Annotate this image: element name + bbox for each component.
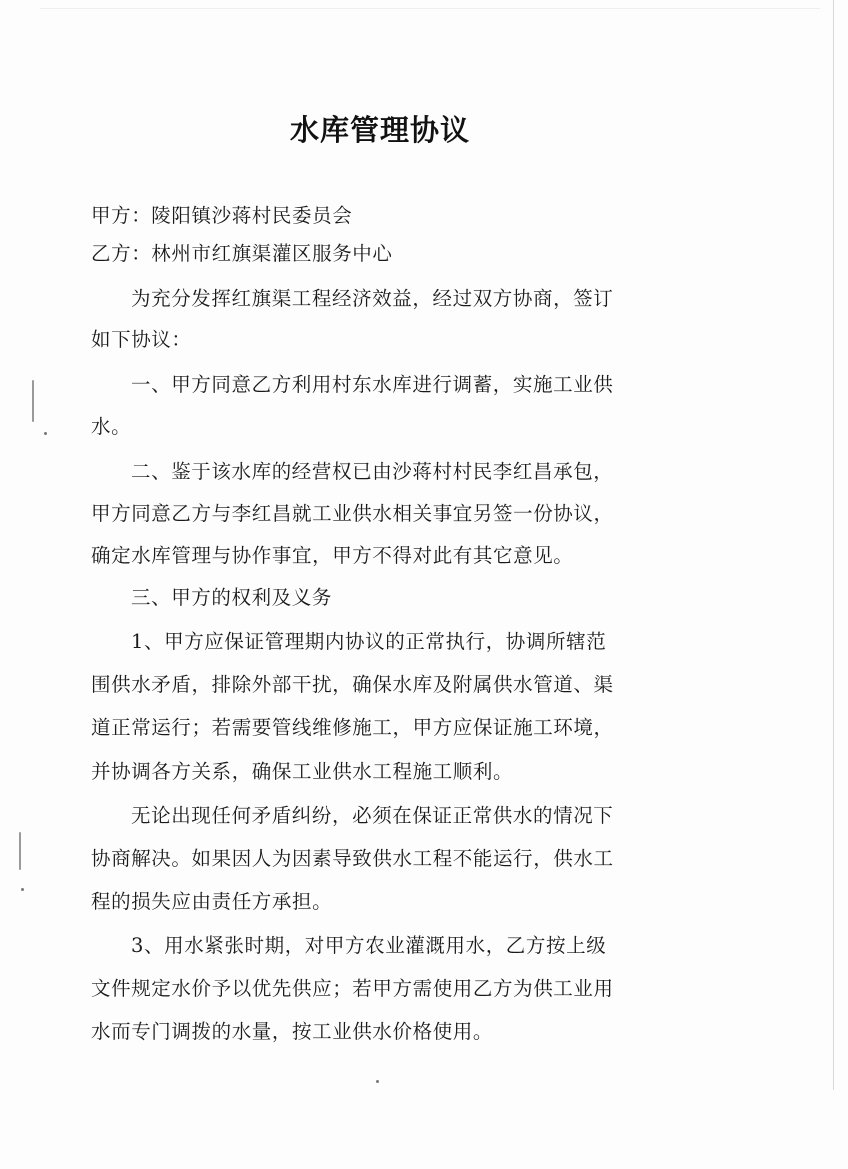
binder-mark-lower [19, 832, 21, 870]
document-title: 水库管理协议 [289, 113, 470, 147]
preamble-line-1: 为充分发挥红旗渠工程经济效益，经过双方协商，签订 [131, 287, 614, 310]
item-1-line-1: 1、甲方应保证管理期内协议的正常执行，协调所辖范 [131, 630, 607, 653]
scan-edge-top [40, 8, 820, 9]
preamble-line-2: 如下协议： [91, 328, 192, 351]
item-1-line-4: 并协调各方关系，确保工业供水工程施工顺利。 [91, 760, 514, 783]
dispute-line-3: 程的损失应由责任方承担。 [91, 890, 333, 913]
clause-2-line-1: 二、鉴于该水库的经营权已由沙蒋村村民李红昌承包， [131, 460, 614, 483]
clause-2-line-3: 确定水库管理与协作事宜，甲方不得对此有其它意见。 [91, 544, 574, 567]
clause-2-line-2: 甲方同意乙方与李红昌就工业供水相关事宜另签一份协议， [91, 502, 614, 525]
binder-dot-upper [44, 432, 47, 435]
page-dot [376, 1080, 379, 1083]
item-3-line-1: 3、用水紧张时期，对甲方农业灌溉用水，乙方按上级 [131, 934, 607, 957]
item-3-line-2: 文件规定水价予以优先供应；若甲方需使用乙方为供工业用 [91, 977, 614, 1000]
item-1-line-3: 道正常运行；若需要管线维修施工，甲方应保证施工环境， [91, 716, 614, 739]
party-b-line: 乙方：林州市红旗渠灌区服务中心 [91, 242, 393, 265]
item-1-line-2: 围供水矛盾，排除外部干扰，确保水库及附属供水管道、渠 [91, 673, 614, 696]
scan-edge-right [833, 0, 834, 1090]
clause-1-line-1: 一、甲方同意乙方利用村东水库进行调蓄，实施工业供 [131, 373, 614, 396]
dispute-line-1: 无论出现任何矛盾纠纷，必须在保证正常供水的情况下 [131, 804, 614, 827]
binder-dot-lower [21, 888, 24, 891]
party-a-line: 甲方：陵阳镇沙蒋村民委员会 [91, 204, 353, 227]
binder-mark-upper [32, 380, 34, 422]
item-3-line-3: 水而专门调拨的水量，按工业供水价格使用。 [91, 1020, 494, 1043]
clause-1-line-2: 水。 [91, 415, 132, 438]
clause-3-heading: 三、甲方的权利及义务 [131, 586, 333, 609]
dispute-line-2: 协商解决。如果因人为因素导致供水工程不能运行，供水工 [91, 847, 614, 870]
